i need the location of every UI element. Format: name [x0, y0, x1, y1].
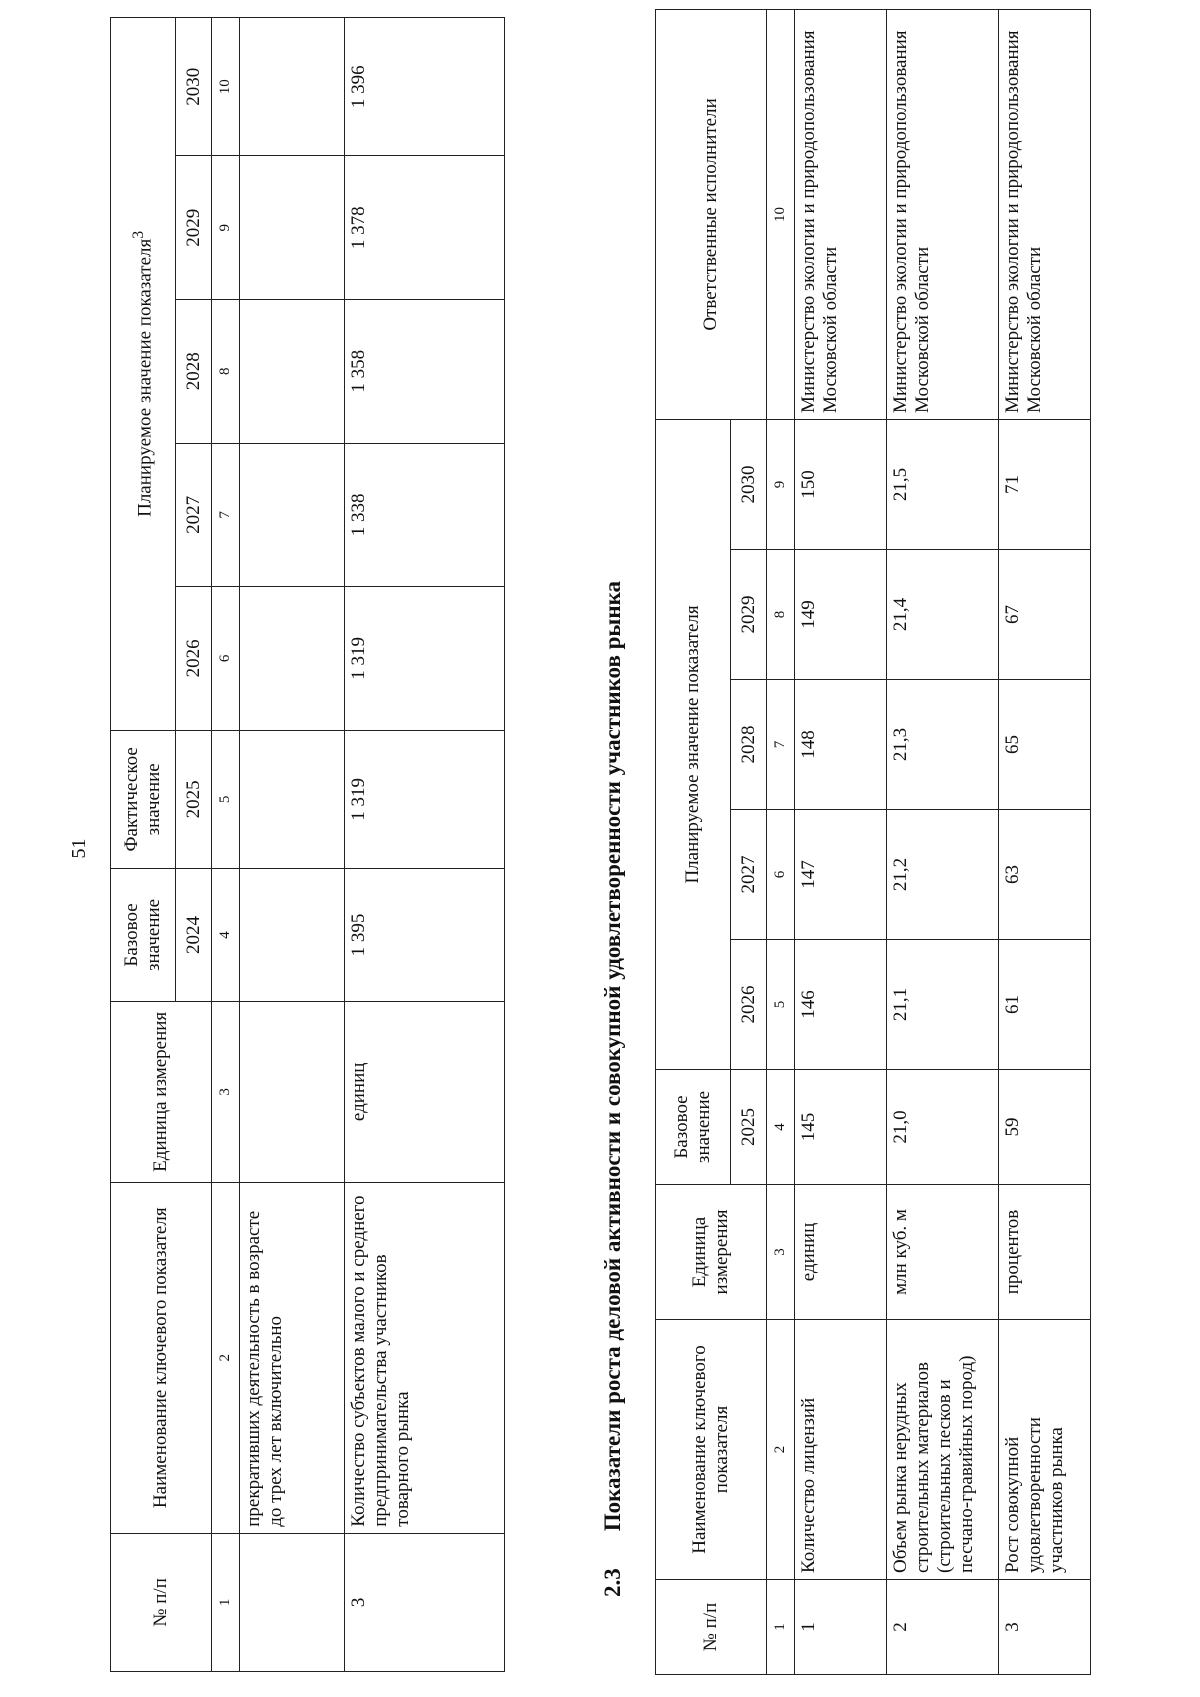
- row-value: 61: [999, 940, 1091, 1070]
- column-index: 1: [767, 1580, 795, 1675]
- year-cell: 2026: [731, 940, 767, 1070]
- row-value: 67: [999, 550, 1091, 680]
- column-index: 4: [767, 1070, 795, 1185]
- row-name: Объем рынка нерудных строительных материалов (строительных песков и песчано-гравийных пород): [887, 1320, 999, 1580]
- year-cell: 2029: [176, 156, 212, 300]
- header-unit: Единица измерения: [111, 1001, 212, 1182]
- year-cell: 2029: [731, 550, 767, 680]
- row-value: 65: [999, 680, 1091, 810]
- row-name: Количество субъектов малого и среднего предпринимательства участников товарного рынка: [345, 1182, 505, 1533]
- row-responsible: Министерство экологии и природопользования Московской области: [999, 9, 1091, 419]
- header-base: Базовое значение: [111, 868, 176, 1001]
- header-name: Наименование ключевого показателя: [111, 1182, 212, 1533]
- year-cell: 2028: [176, 299, 212, 443]
- header-plan: Планируемое значение показателя$^3$: [111, 18, 176, 731]
- row-value: 59: [999, 1070, 1091, 1185]
- table-row: [795, 9, 887, 1674]
- section-number: 2.3: [600, 1568, 625, 1597]
- year-cell: 2025: [731, 1070, 767, 1185]
- column-index: 8: [767, 550, 795, 680]
- row-responsible: Министерство экологии и природопользования Московской области: [887, 9, 999, 419]
- header-fact: Фактическое значение: [111, 730, 176, 868]
- business-activity-table: [655, 9, 1091, 1675]
- table-row: [345, 18, 505, 1672]
- column-index: 7: [767, 680, 795, 810]
- year-cell: 2030: [731, 419, 767, 549]
- column-index: 6: [767, 810, 795, 940]
- table-row: [999, 9, 1091, 1674]
- header-unit: Единица измерения: [656, 1185, 767, 1320]
- row-no: 3: [345, 1533, 505, 1671]
- row-no: [240, 1533, 345, 1671]
- row-value: 146: [795, 940, 887, 1070]
- row-value: 1 358: [345, 299, 505, 443]
- header-base: Базовое значение: [656, 1070, 731, 1185]
- row-no: 1: [795, 1580, 887, 1675]
- row-value: 71: [999, 419, 1091, 549]
- row-value: 1 319: [345, 730, 505, 868]
- row-value: [240, 730, 345, 868]
- row-unit: единиц: [795, 1185, 887, 1320]
- row-value: 21,4: [887, 550, 999, 680]
- row-value: 150: [795, 419, 887, 549]
- table-row: [887, 9, 999, 1674]
- row-value: 21,2: [887, 810, 999, 940]
- row-value: 148: [795, 680, 887, 810]
- row-unit: млн куб. м: [887, 1185, 999, 1320]
- row-value: 21,3: [887, 680, 999, 810]
- row-value: 1 378: [345, 156, 505, 300]
- row-value: [240, 299, 345, 443]
- column-index: 6: [212, 587, 240, 731]
- column-index: 2: [767, 1320, 795, 1580]
- row-no: 2: [887, 1580, 999, 1675]
- row-value: [240, 18, 345, 156]
- row-value: [240, 587, 345, 731]
- row-value: 63: [999, 810, 1091, 940]
- row-unit: [240, 1001, 345, 1182]
- column-index: 10: [767, 9, 795, 419]
- row-name: Рост совокупной удовлетворенности участников рынка: [999, 1320, 1091, 1580]
- column-index: 3: [767, 1185, 795, 1320]
- row-value: 21,1: [887, 940, 999, 1070]
- year-cell: 2026: [176, 587, 212, 731]
- row-unit: процентов: [999, 1185, 1091, 1320]
- column-index: 10: [212, 18, 240, 156]
- year-cell: 2025: [176, 730, 212, 868]
- column-index: 5: [767, 940, 795, 1070]
- column-index: 7: [212, 443, 240, 587]
- section-title: Показатели роста деловой активности и совокупной удовлетворенности участников рынка: [600, 580, 625, 1532]
- row-value: 1 338: [345, 443, 505, 587]
- column-index: 3: [212, 1001, 240, 1182]
- column-index: 9: [767, 419, 795, 549]
- column-index: 2: [212, 1182, 240, 1533]
- year-cell: 2027: [176, 443, 212, 587]
- column-index: 4: [212, 868, 240, 1001]
- row-value: 1 396: [345, 18, 505, 156]
- row-value: [240, 156, 345, 300]
- row-value: 147: [795, 810, 887, 940]
- row-value: [240, 443, 345, 587]
- table-row: [240, 18, 345, 1672]
- header-no: № п/п: [656, 1580, 767, 1675]
- section-heading: [600, 581, 626, 1597]
- column-index: 5: [212, 730, 240, 868]
- header-name: Наименование ключевого показателя: [656, 1320, 767, 1580]
- row-value: 1 319: [345, 587, 505, 731]
- row-value: 145: [795, 1070, 887, 1185]
- row-value: 1 395: [345, 868, 505, 1001]
- row-name: прекративших деятельность в возрасте до трех лет включительно: [240, 1182, 345, 1533]
- row-responsible: Министерство экологии и природопользования Московской области: [795, 9, 887, 419]
- column-index: 8: [212, 299, 240, 443]
- column-index: 1: [212, 1533, 240, 1671]
- row-unit: единиц: [345, 1001, 505, 1182]
- row-value: 149: [795, 550, 887, 680]
- year-cell: 2024: [176, 868, 212, 1001]
- row-value: 21,0: [887, 1070, 999, 1185]
- year-cell: 2030: [176, 18, 212, 156]
- header-no: № п/п: [111, 1533, 212, 1671]
- header-plan: Планируемое значение показателя: [656, 419, 731, 1069]
- row-value: [240, 868, 345, 1001]
- row-no: 3: [999, 1580, 1091, 1675]
- row-value: 21,5: [887, 419, 999, 549]
- indicators-table-continued: [110, 17, 505, 1672]
- header-responsible: Ответственные исполнители: [656, 9, 767, 419]
- column-index: 9: [212, 156, 240, 300]
- year-cell: 2027: [731, 810, 767, 940]
- page-number: 51: [68, 838, 90, 859]
- row-name: Количество лицензий: [795, 1320, 887, 1580]
- year-cell: 2028: [731, 680, 767, 810]
